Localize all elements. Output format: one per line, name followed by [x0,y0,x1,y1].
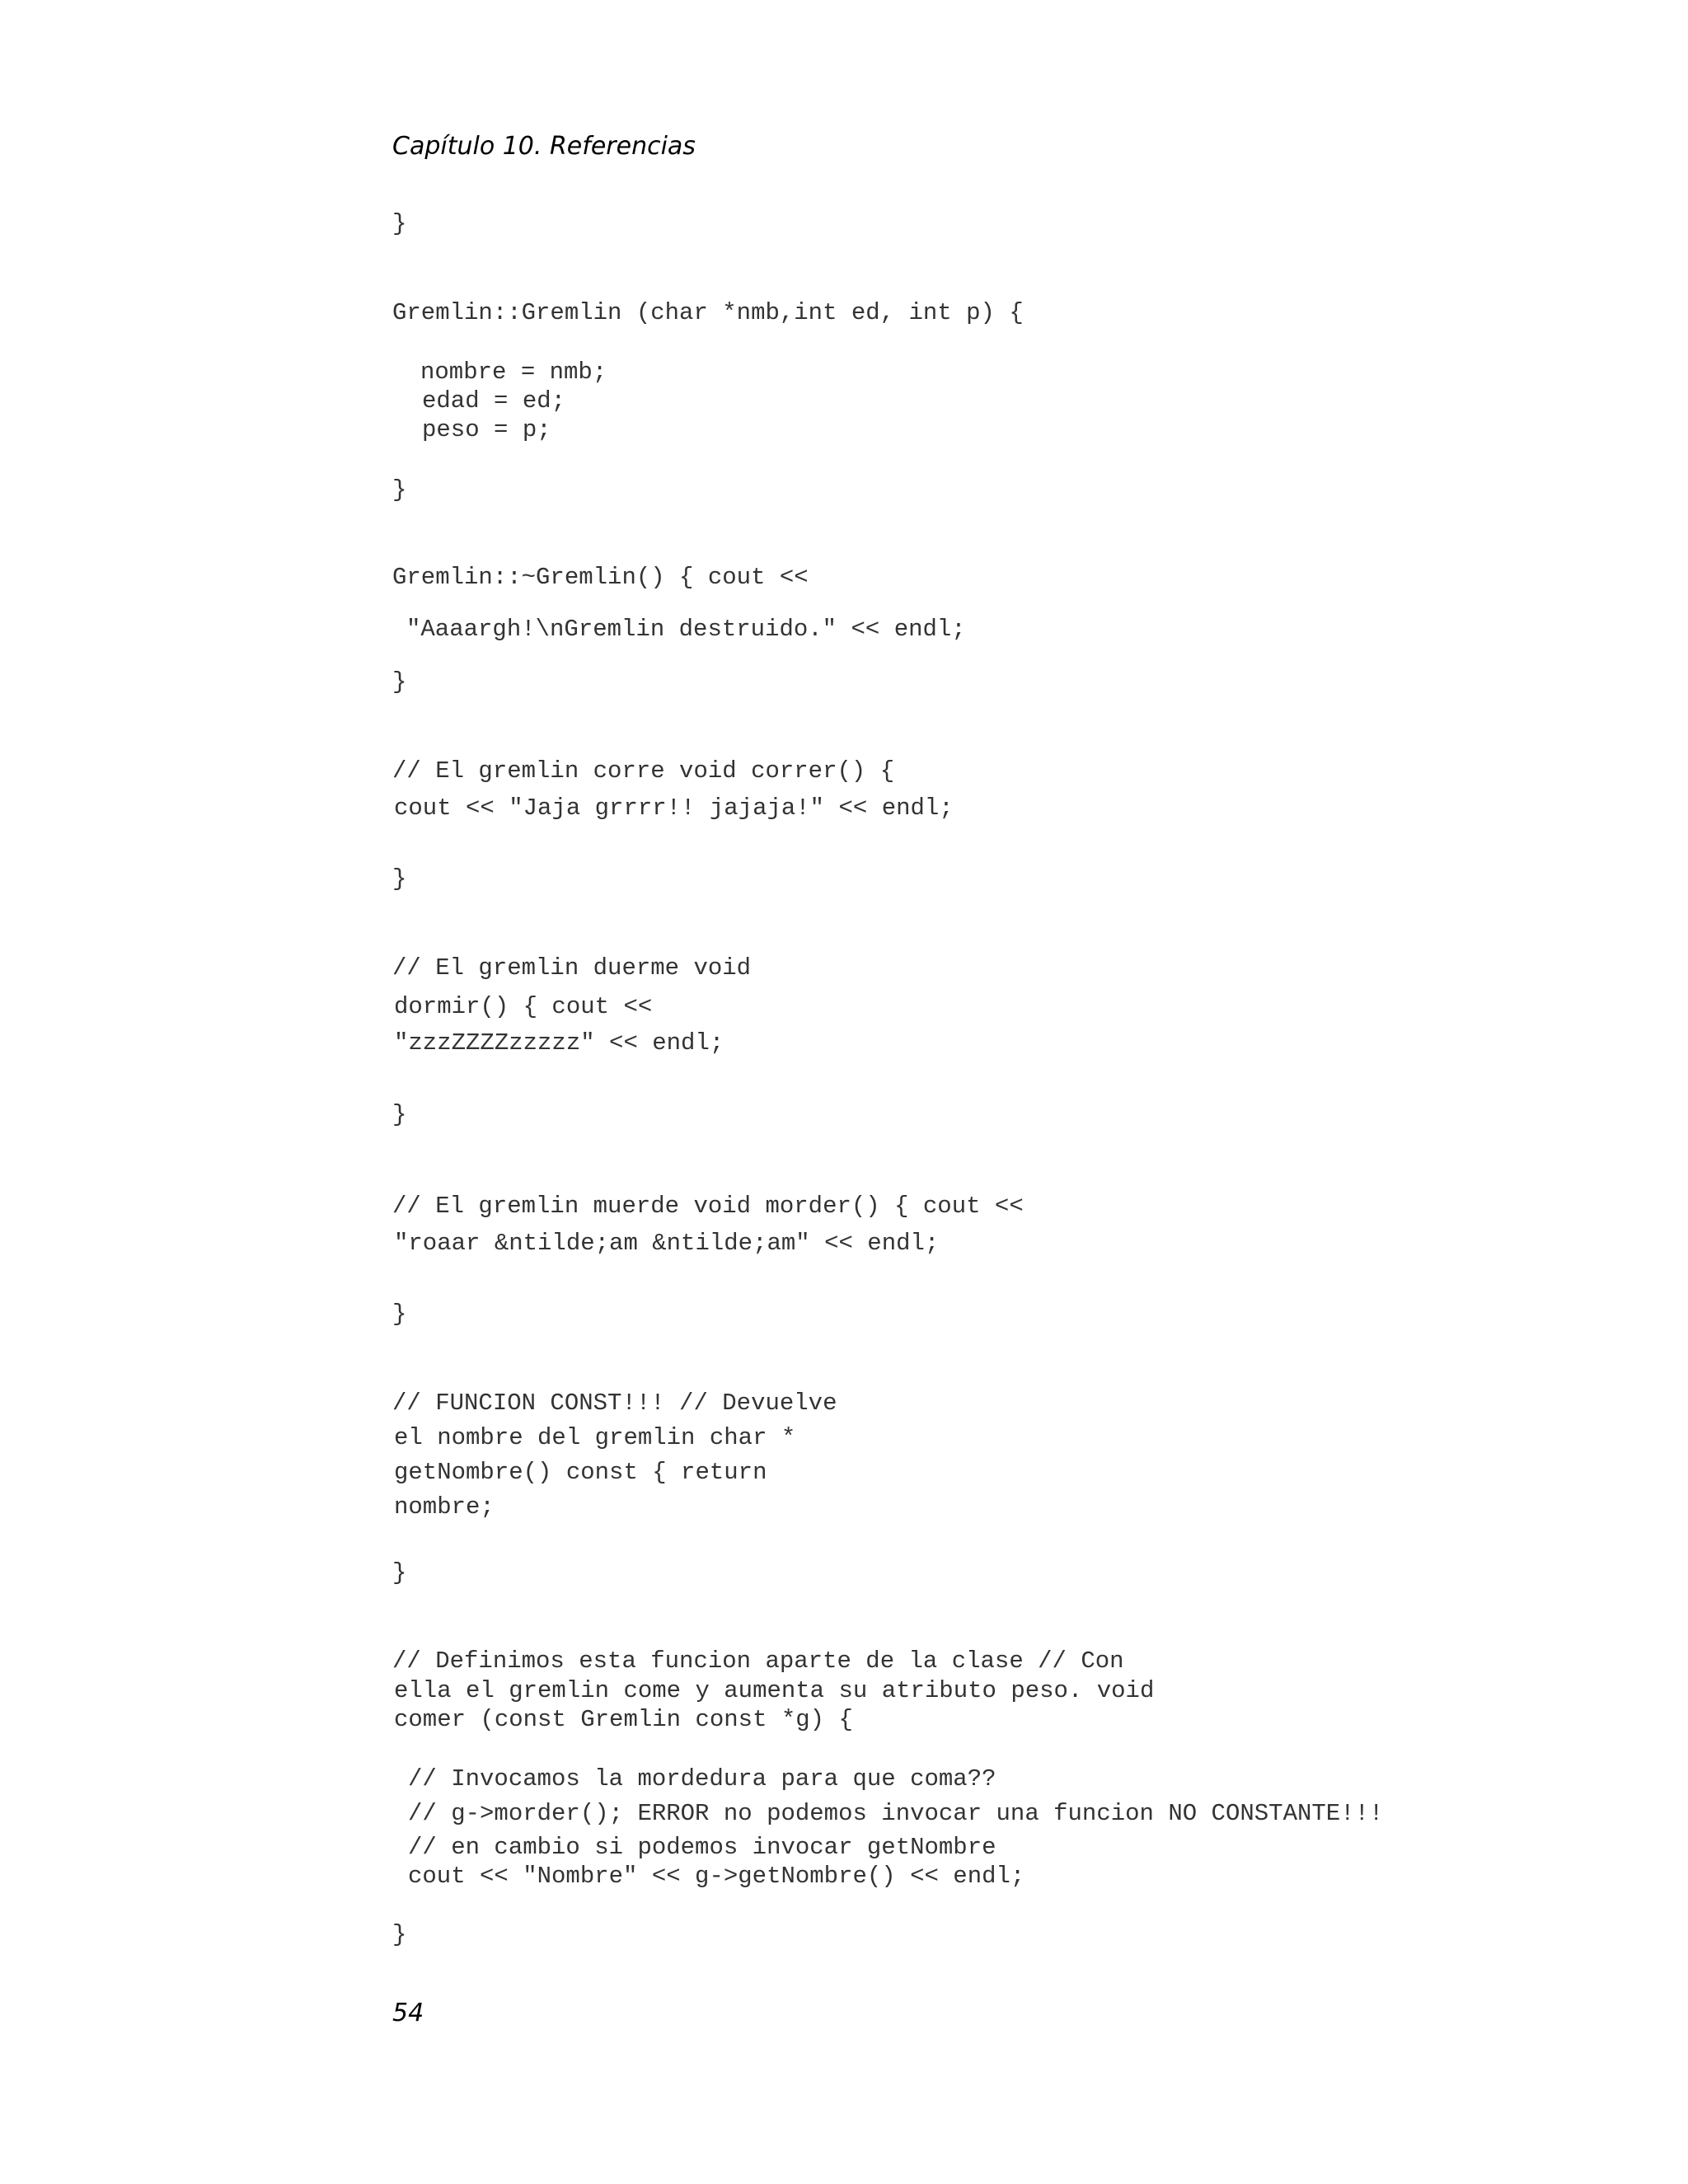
code-line: // El gremlin corre void correr() { [392,757,895,785]
code-line: edad = ed; [422,387,566,415]
code-line: } [392,1101,407,1128]
code-line: nombre; [394,1493,495,1521]
code-line: // en cambio si podemos invocar getNombre [408,1834,996,1861]
code-line: Gremlin::Gremlin (char *nmb,int ed, int p) { [392,299,1024,326]
code-line: ella el gremlin come y aumenta su atributo peso. void [394,1677,1155,1704]
code-line: // Invocamos la mordedura para que coma?? [408,1765,996,1793]
code-line: // FUNCION CONST!!! // Devuelve [392,1390,837,1417]
code-line: } [392,476,407,504]
code-line: comer (const Gremlin const *g) { [394,1706,853,1733]
chapter-header: Capítulo 10. Referencias [392,132,696,161]
code-line: } [392,1301,407,1328]
code-line: "Aaaargh!\nGremlin destruido." << endl; [406,616,966,643]
code-line: cout << "Nombre" << g->getNombre() << endl; [408,1863,1025,1890]
code-line: cout << "Jaja grrrr!! jajaja!" << endl; [394,794,954,822]
code-line: dormir() { cout << [394,993,653,1020]
code-line: } [392,210,407,237]
code-line: el nombre del gremlin char * [394,1424,796,1451]
code-line: // El gremlin duerme void [392,954,752,982]
page-number: 54 [392,1999,424,2027]
code-line: // g->morder(); ERROR no podemos invocar una funcion NO CONSTANTE!!! [408,1800,1384,1827]
code-line: peso = p; [422,416,551,443]
code-line: getNombre() const { return [394,1459,767,1486]
code-line: } [392,865,407,893]
code-line: Gremlin::~Gremlin() { cout << [392,564,809,591]
code-line: "roaar &ntilde;am &ntilde;am" << endl; [394,1230,940,1257]
code-line: // Definimos esta funcion aparte de la clase // Con [392,1647,1124,1675]
code-line: } [392,668,407,696]
code-line: } [392,1559,407,1586]
code-line: } [392,1921,407,1948]
code-line: // El gremlin muerde void morder() { cout << [392,1193,1024,1220]
code-line: "zzzZZZZzzzzz" << endl; [394,1029,724,1057]
code-line: nombre = nmb; [420,359,607,386]
